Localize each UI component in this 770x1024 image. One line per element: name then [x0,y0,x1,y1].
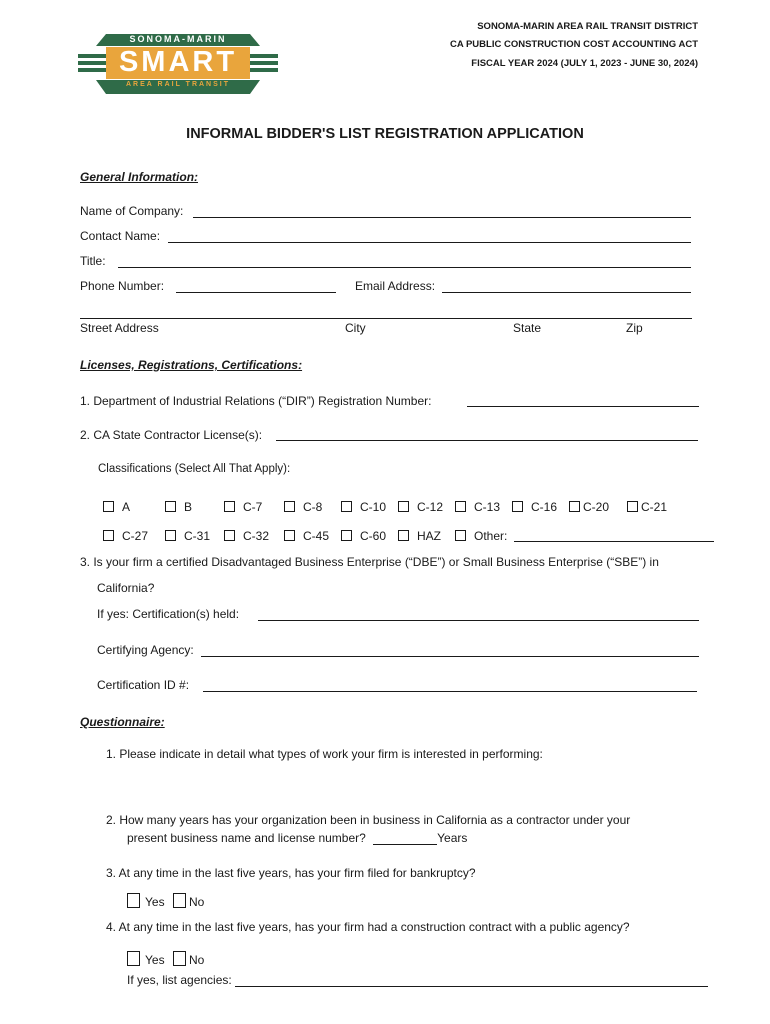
page-title: INFORMAL BIDDER'S LIST REGISTRATION APPLICATION [186,126,584,142]
class-option[interactable]: C-16 [512,500,557,514]
checkbox-icon [627,501,638,512]
list-agencies-label: If yes, list agencies: [127,973,232,987]
email-label: Email Address: [355,279,436,293]
class-option[interactable]: C-32 [224,529,269,543]
cert-held-label: If yes: Certification(s) held: [97,607,240,621]
question-public-agency: 4. At any time in the last five years, has your firm had a construction contract with a public agency? [106,920,630,934]
question-work-types: 1. Please indicate in detail what types of work your firm is interested in performing: [106,747,543,761]
question-bankruptcy: 3. At any time in the last five years, has your firm filed for bankruptcy? [106,866,476,880]
question-years: 2. How many years has your organization been in business in California as a contractor under your [106,813,631,827]
company-field[interactable] [193,217,691,218]
dir-question: 1. Department of Industrial Relations (“DIR”) Registration Number: [80,394,432,408]
checkbox-icon [127,951,140,966]
license-question: 2. CA State Contractor License(s): [80,428,263,442]
class-option[interactable]: C-31 [165,529,210,543]
licenses-heading: Licenses, Registrations, Certifications: [80,358,303,372]
class-option[interactable]: C-12 [398,500,443,514]
checkbox-icon [165,501,176,512]
class-option[interactable]: C-8 [284,500,322,514]
company-label: Name of Company: [80,204,184,218]
years-field[interactable] [373,832,437,845]
contact-label: Contact Name: [80,229,161,243]
checkbox-icon [512,501,523,512]
dir-number-field[interactable] [467,406,699,407]
address-field[interactable] [80,318,692,319]
header-line-1: SONOMA-MARIN AREA RAIL TRANSIT DISTRICT [477,21,698,32]
dbe-question-cont: California? [97,581,155,595]
license-field[interactable] [276,440,698,441]
state-label: State [513,321,542,335]
checkbox-icon [398,501,409,512]
checkbox-icon [103,530,114,541]
checkbox-icon [569,501,580,512]
class-option[interactable]: C-20 [569,500,609,514]
phone-label: Phone Number: [80,279,165,293]
public-agency-no[interactable]: No [173,951,204,967]
checkbox-icon [284,501,295,512]
logo-bottom-text: AREA RAIL TRANSIT [126,81,230,88]
question-years-cont: present business name and license number? Years [127,831,468,845]
checkbox-icon [224,501,235,512]
checkbox-icon [173,951,186,966]
class-option[interactable]: B [165,500,192,514]
contact-field[interactable] [168,242,691,243]
list-agencies-field[interactable] [235,986,708,987]
class-option[interactable]: C-10 [341,500,386,514]
checkbox-icon [398,530,409,541]
class-option[interactable]: C-13 [455,500,500,514]
city-label: City [345,321,366,335]
logo-top-text: SONOMA-MARIN [129,34,227,44]
checkbox-icon [284,530,295,541]
class-option[interactable]: C-27 [103,529,148,543]
header-line-2: CA PUBLIC CONSTRUCTION COST ACCOUNTING ACT [449,39,698,50]
class-option-other[interactable]: Other: [455,529,507,543]
dbe-question: 3. Is your firm a certified Disadvantaged Business Enterprise (“DBE”) or Small Business Enterprise (“SBE”) in [80,555,659,569]
zip-label: Zip [626,321,643,335]
checkbox-icon [224,530,235,541]
checkbox-icon [165,530,176,541]
checkbox-icon [173,893,186,908]
bankruptcy-yes[interactable]: Yes [127,893,165,909]
other-class-field[interactable] [514,541,714,542]
class-option[interactable]: C-7 [224,500,262,514]
title-label: Title: [80,254,106,268]
class-option[interactable]: A [103,500,130,514]
classifications-label: Classifications (Select All That Apply): [98,463,291,475]
cert-id-field[interactable] [203,691,697,692]
general-info-heading: General Information: [80,170,199,184]
public-agency-yes[interactable]: Yes [127,951,165,967]
class-option[interactable]: C-21 [627,500,667,514]
checkbox-icon [103,501,114,512]
cert-held-field[interactable] [258,620,699,621]
cert-id-label: Certification ID #: [97,678,190,692]
checkbox-icon [455,530,466,541]
smart-logo [78,30,278,98]
checkbox-icon [127,893,140,908]
certifying-agency-label: Certifying Agency: [97,643,194,657]
checkbox-icon [341,530,352,541]
class-option[interactable]: C-60 [341,529,386,543]
title-field[interactable] [118,267,691,268]
email-field[interactable] [442,292,691,293]
class-option[interactable]: HAZ [398,529,441,543]
street-label: Street Address [80,321,159,335]
class-option[interactable]: C-45 [284,529,329,543]
bankruptcy-no[interactable]: No [173,893,204,909]
header-line-3: FISCAL YEAR 2024 (JULY 1, 2023 - JUNE 30, 2024) [471,58,698,69]
certifying-agency-field[interactable] [201,656,699,657]
questionnaire-heading: Questionnaire: [80,715,165,729]
checkbox-icon [455,501,466,512]
logo-main-text: SMART [118,46,238,78]
checkbox-icon [341,501,352,512]
phone-field[interactable] [176,292,336,293]
